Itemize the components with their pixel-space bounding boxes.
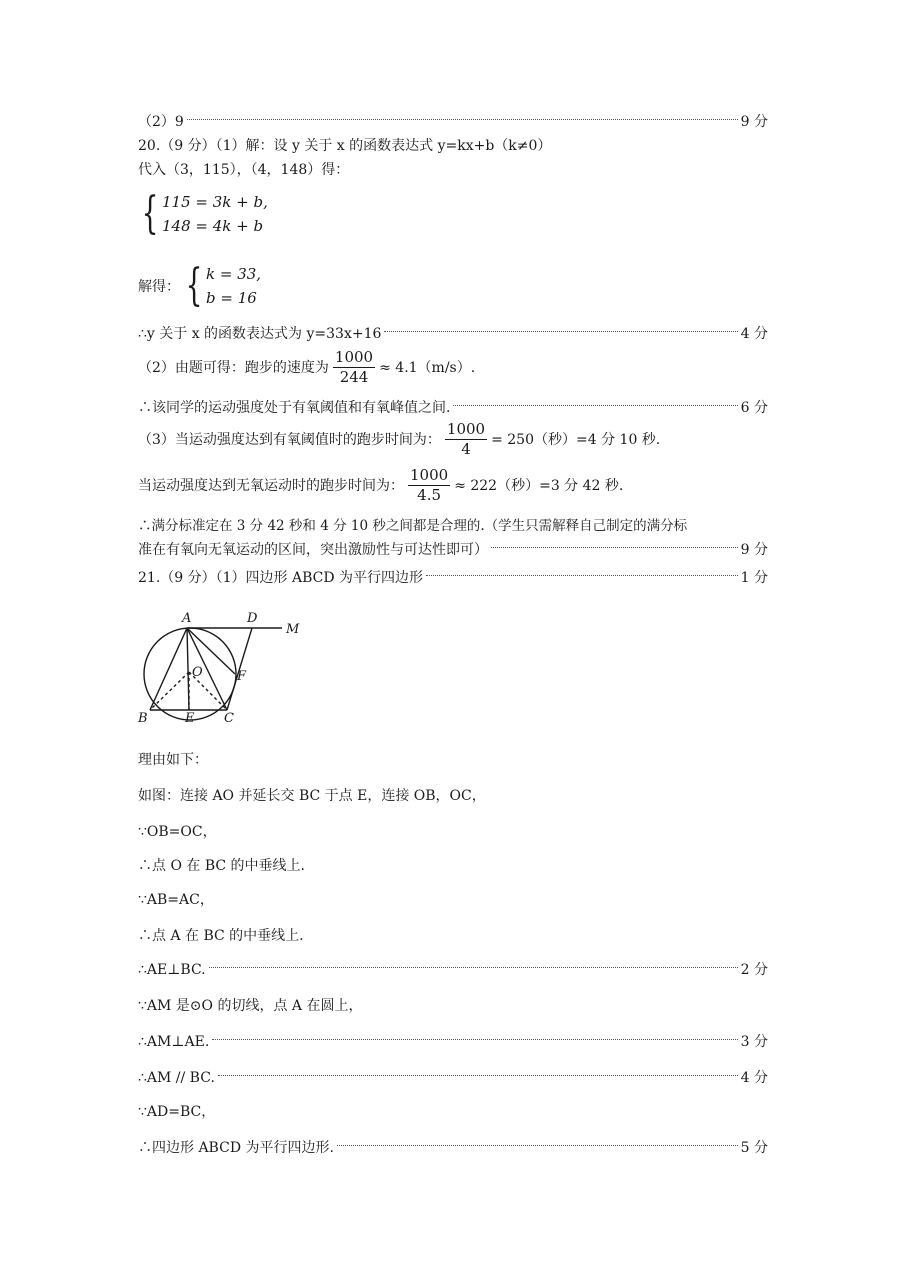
equation-system-1 <box>136 190 268 238</box>
q21-intro-line <box>138 568 768 588</box>
label-o: O <box>192 665 203 680</box>
fraction-denominator: 4 <box>461 440 471 458</box>
geometry-figure <box>132 606 312 728</box>
conclusion-line: ∴满分标准定在 3 分 42 秒和 4 分 10 秒之间都是合理的.（学生只需解释自己制定的满分标 <box>138 518 688 534</box>
leader-dots <box>212 1039 737 1040</box>
anaerobic-pre: 当运动强度达到无氧运动时的跑步时间为： <box>138 477 404 494</box>
anaerobic-time-line <box>138 466 623 505</box>
leader-dots <box>426 575 738 576</box>
leader-dots <box>337 1145 738 1146</box>
segment-ab <box>150 628 187 710</box>
score-label: 5 分 <box>740 1140 768 1156</box>
proof-ob-oc: ∵OB=OC， <box>138 824 217 840</box>
score-label: 4 分 <box>740 326 768 342</box>
equation-1: 115 = 3k + b, <box>162 193 268 211</box>
solution-b: b = 16 <box>206 289 257 307</box>
proof-ae-bc-line <box>138 960 768 980</box>
circle-o <box>144 628 236 720</box>
proof-am-ae-line <box>138 1032 768 1052</box>
proof-a-perpendicular: ∴点 A 在 BC 的中垂线上. <box>138 928 304 944</box>
leader-dots <box>453 405 737 406</box>
label-e: E <box>185 711 195 726</box>
line-label: 准在有氧向无氧运动的区间，突出激励性与可达性即可） <box>138 542 488 558</box>
leader-dots <box>209 967 738 968</box>
label-b: B <box>138 711 148 726</box>
leader-dots <box>218 1075 738 1076</box>
answer-2-line <box>138 112 768 132</box>
aerobic-pre: （3）当运动强度达到有氧阈值时的跑步时间为： <box>138 431 441 448</box>
q20-intro: 20.（9 分）（1）解：设 y 关于 x 的函数表达式 y=kx+b（k≠0） <box>138 138 552 154</box>
fraction-numerator: 1000 <box>446 420 486 438</box>
score-label: 1 分 <box>740 570 768 586</box>
reason-heading: 理由如下： <box>138 752 208 768</box>
fraction-denominator: 244 <box>339 368 369 386</box>
proof-o-perpendicular: ∴点 O 在 BC 的中垂线上. <box>138 858 305 874</box>
speed-pre: （2）由题可得：跑步的速度为 <box>138 359 329 376</box>
speed-fraction <box>333 348 375 387</box>
aerobic-time-line <box>138 420 660 459</box>
speed-post: ≈ 4.1（m/s）. <box>379 359 476 376</box>
leader-dots <box>187 119 738 120</box>
brace-icon: { <box>185 260 203 311</box>
line-label: ∴AM⊥AE. <box>138 1034 210 1050</box>
line-label: ∴AM // BC. <box>138 1070 215 1086</box>
label-m: M <box>286 622 300 637</box>
proof-tangent: ∵AM 是⊙O 的切线，点 A 在圆上， <box>138 998 363 1014</box>
label-f: F <box>237 669 247 684</box>
score-label: 4 分 <box>740 1070 768 1086</box>
proof-am-parallel-line <box>138 1068 768 1088</box>
speed-line <box>138 348 475 387</box>
label-c: C <box>224 711 234 726</box>
anaerobic-post: ≈ 222（秒）=3 分 42 秒. <box>454 477 624 494</box>
leader-dots <box>384 331 737 332</box>
solution-k: k = 33, <box>206 265 262 283</box>
label-a: A <box>182 611 192 626</box>
q20-substitute: 代入（3，115），（4，148）得： <box>138 162 350 178</box>
score-label: 3 分 <box>740 1034 768 1050</box>
line-label: ∴AE⊥BC. <box>138 962 206 978</box>
score-label: 2 分 <box>740 962 768 978</box>
construction-line: 如图：连接 AO 并延长交 BC 于点 E，连接 OB，OC， <box>138 788 486 804</box>
equation-system-2 <box>138 262 261 310</box>
line-label: 21.（9 分）（1）四边形 ABCD 为平行四边形 <box>138 570 424 586</box>
brace-icon: { <box>141 188 159 239</box>
solution-prefix: 解得： <box>138 279 180 295</box>
fraction-numerator: 1000 <box>410 466 449 484</box>
label-d: D <box>247 611 258 626</box>
intensity-line <box>138 398 768 418</box>
leader-dots <box>491 547 738 548</box>
conclusion-continued-line <box>138 540 768 560</box>
equation-2: 148 = 4k + b <box>162 217 264 235</box>
line-label: ∴该同学的运动强度处于有氧阈值和有氧峰值之间. <box>138 400 451 416</box>
proof-conclusion-line <box>138 1138 768 1158</box>
proof-ab-ac: ∵AB=AC， <box>138 892 214 908</box>
score-label: 9 分 <box>740 542 768 558</box>
anaerobic-fraction <box>408 466 450 505</box>
fraction-denominator: 4.5 <box>417 486 442 504</box>
score-label: 9 分 <box>740 114 768 130</box>
fraction-numerator: 1000 <box>334 348 374 366</box>
line-label: ∴四边形 ABCD 为平行四边形. <box>138 1140 334 1156</box>
aerobic-fraction <box>445 420 487 459</box>
aerobic-post: = 250（秒）=4 分 10 秒. <box>491 431 661 448</box>
line-label: （2）9 <box>138 114 184 130</box>
proof-ad-bc: ∵AD=BC， <box>138 1104 216 1120</box>
function-expression-line <box>138 324 768 344</box>
score-label: 6 分 <box>740 400 768 416</box>
line-label: ∴y 关于 x 的函数表达式为 y=33x+16 <box>138 326 382 342</box>
